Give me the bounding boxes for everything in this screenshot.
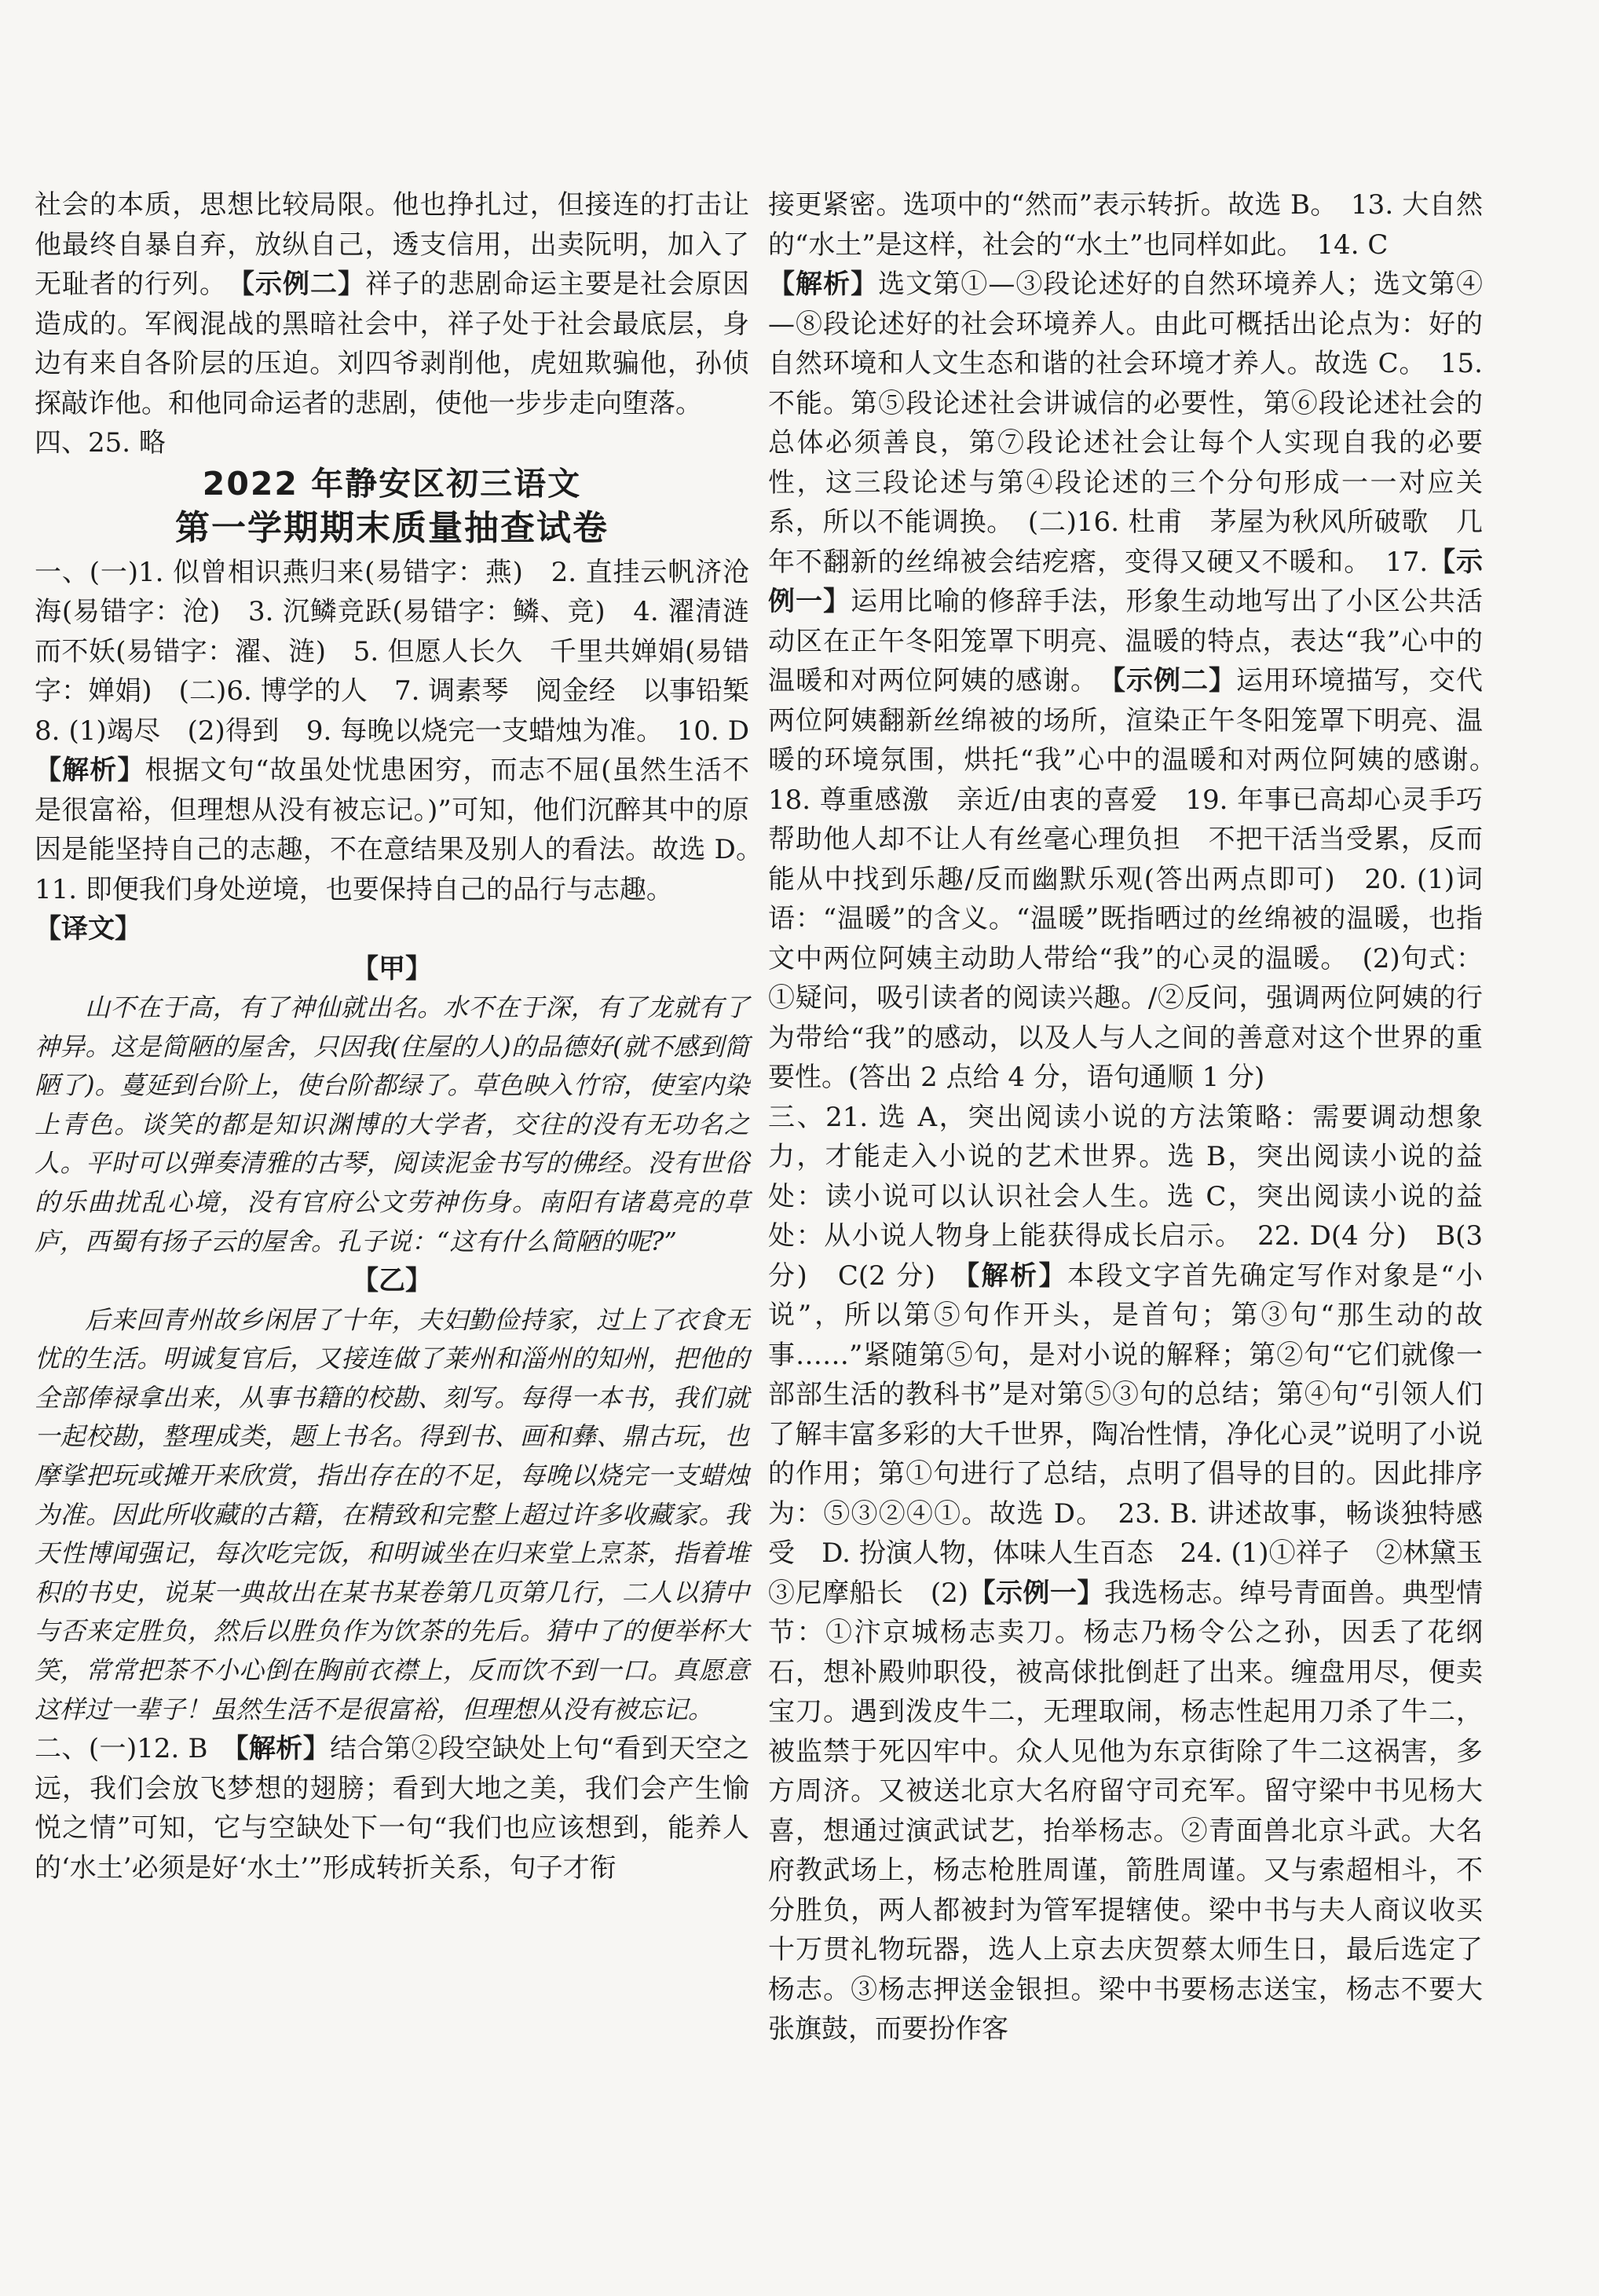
example-tag: 【示例二】 [241, 269, 365, 300]
paragraph-intro: 社会的本质，思想比较局限。他也挣扎过，但接连的打击让他最终自暴自弃，放纵自己，透支信用，出卖阮明，加入了无耻者的行列。 【示例二】祥子的悲剧命运主要是社会原因造成的。军阀混战的黑暗社会中，祥子处于社会最底层，身边有来自各阶层的压迫。刘四爷剥削他，虎妞欺骗他，孙侦探敲诈他。和他同命运者的悲剧，使他一步步走向堕落。 [35, 189, 749, 419]
answers-section-2: 二、(一)12. B 【解析】结合第②段空缺处上句“看到天空之远，我们会放飞梦想的翅膀；看到大地之美，我们会产生愉悦之情”可知，它与空缺处下一句“我们也应该想到，能养人的‘水土’必须是好‘水土’”形成转折关系，句子才衔 [35, 1733, 750, 1884]
translation-yi-text: 后来回青州故乡闲居了十年，夫妇勤俭持家，过上了衣食无忧的生活。明诚复官后，又接连做了莱州和淄州的知州，把他的全部俸禄拿出来，从事书籍的校勘、刻写。每得一本书，我们就一起校勘，整理成类，题上书名。得到书、画和彝、鼎古玩，也摩挲把玩或摊开来欣赏，指出存在的不足，每晚以烧完一支蜡烛为准。因此所收藏的古籍，在精致和完整上超过许多收藏家。我天性博闻强记，每次吃完饭，和明诚坐在归来堂上烹茶，指着堆积的书史，说某一典故出在某书某卷第几页第几行，二人以猜中与否来定胜负，然后以胜负作为饮茶的先后。猜中了的便举杯大笑，常常把茶不小心倒在胸前衣襟上，反而饮不到一口。真愿意这样过一辈子！虽然生活不是很富裕，但理想从没有被忘记。 [35, 1304, 749, 1724]
example-tag: 【示例一】 [968, 1577, 1104, 1609]
translation-jia-text: 山不在于高，有了神仙就出名。水不在于深，有了龙就有了神异。这是简陋的屋舍，只因我(住屋的人)的品德好(就不感到简陋了)。蔓延到台阶上，使台阶都绿了。草色映入竹帘，使室内染上青色。谈笑的都是知识渊博的大学者，交往的没有无功名之人。平时可以弹奏清雅的古琴，阅读泥金书写的佛经。没有世俗的乐曲扰乱心境，没有官府公文劳神伤身。南阳有诸葛亮的草庐，西蜀有扬子云的屋舍。孔子说：“这有什么简陋的呢?” [35, 993, 749, 1256]
answers-14-17: 【解析】选文第①—③段论述好的自然环境养人；选文第④—⑧段论述好的社会环境养人。由此可概括出论点为：好的自然环境和人文生态和谐的社会环境才养人。故选 C。 15. 不能。第⑤段论述社会讲诚信的必要性，第⑥段论述社会的总体必须善良，第⑦段论述社会让每个人实现自我的必要性，这三段论述与第④段论述的三个分句形成一一对应关系，所以不能调换。 (二)16. 杜甫 茅屋为秋风所破歌 几年不翻新的丝绵被会结疙瘩，变得又硬又不暖和。 17.【示例一】运用比喻的修辞手法，形象生动地写出了小区公共活动区在正午冬阳笼罩下明亮、温暖的特点，表达“我”心中的温暖和对两位阿姨的感谢。 【示例二】运用环境描写，交代两位阿姨翻新丝绵被的场所，渲染正午冬阳笼罩下明亮、温暖的环境氛围，烘托“我”心中的温暖和对两位阿姨的感谢。 18. 尊重感激 亲近/由衷的喜爱 19. 年事已高却心灵手巧 帮助他人却不让人有丝毫心理负担 不把干活当受累，反而能从中找到乐趣/反而幽默乐观(答出两点即可) 20. (1)词语：“温暖”的含义。“温暖”既指晒过的丝绵被的温暖，也指文中两位阿姨主动助人带给“我”的心灵的温暖。 (2)句式：①疑问，吸引读者的阅读兴趣。/②反问，强调两位阿姨的行为带给“我”的感动，以及人与人之间的善意对这个世界的重要性。(答出 2 点给 4 分，语句通顺 1 分) [768, 269, 1509, 1093]
translation-jia-heading: 【甲】 [352, 952, 432, 985]
left-column [35, 185, 776, 1888]
example-tag: 【示例二】 [1112, 665, 1236, 696]
right-column [768, 185, 1509, 2049]
answers-13-14: 接更紧密。选项中的“然而”表示转折。故选 B。 13. 大自然的“水土”是这样，社会的“水土”也同样如此。 14. C [768, 189, 1483, 261]
analysis-tag: 【解析】 [966, 1260, 1068, 1292]
answers-section-3: 三、21. 选 A，突出阅读小说的方法策略：需要调动想象力，才能走入小说的艺术世界。选 B，突出阅读小说的益处：读小说可以认识社会人生。选 C，突出阅读小说的益处：从小说人物身上能获得成长启示。 22. D(4 分) B(3 分) C(2 分) 【解析】本段文字首先确定写作对象是“小说”，所以第⑤句作开头，是首句；第③句“那生动的故事……”紧随第⑤句，是对小说的解释；第②句“它们就像一部部生活的教科书”是对第⑤③句的总结；第④句“引领人们了解丰富多彩的大千世界，陶冶性情，净化心灵”说明了小说的作用；第①句进行了总结，点明了倡导的目的。因此排序为：⑤③②④①。故选 D。 23. B. 讲述故事，畅谈独特感受 D. 扮演人物，体味人生百态 24. (1)①祥子 ②林黛玉 ③尼摩船长 (2)【示例一】我选杨志。绰号青面兽。典型情节：①汴京城杨志卖刀。杨志乃杨令公之孙，因丢了花纲石，想补殿帅职役，被高俅批倒赶了出来。缠盘用尽，便卖宝刀。遇到泼皮牛二，无理取闹，杨志性起用刀杀了牛二，被监禁于死囚牢中。众人见他为东京街除了牛二这祸害，多方周济。又被送北京大名府留守司充军。留守梁中书见杨大喜，想通过演武试艺，抬举杨志。②青面兽北京斗武。大名府教武场上，杨志枪胜周谨，箭胜周谨。又与索超相斗，不分胜负，两人都被封为管军提辖使。梁中书与夫人商议收买十万贯礼物玩器，选人上京去庆贺蔡太师生日，最后选定了杨志。③杨志押送金银担。梁中书要杨志送宝，杨志不要大张旗鼓，而要扮作客 [768, 1101, 1509, 2045]
question-25: 四、25. 略 [35, 427, 166, 459]
example-tag: 【示例一】 [768, 546, 1484, 617]
exam-title-line1: 2022 年静安区初三语文 [202, 464, 582, 503]
analysis-tag: 【解析】 [768, 269, 879, 300]
analysis-tag: 【解析】 [235, 1733, 331, 1765]
exam-title-line2: 第一学期期末质量抽查试卷 [175, 507, 609, 548]
translation-yi-heading: 【乙】 [352, 1265, 432, 1297]
answers-section-1: 一、(一)1. 似曾相识燕归来(易错字：燕) 2. 直挂云帆济沧海(易错字：沧) 3. 沉鳞竞跃(易错字：鳞、竞) 4. 濯清涟而不妖(易错字：濯、涟) 5. 但愿人长久 千里共婵娟(易错字：婵娟) (二)6. 博学的人 7. 调素琴 阅金经 以事铅椠 8. (1)竭尽 (2)得到 9. 每晚以烧完一支蜡烛为准。 10. D 【解析】根据文句“故虽处忧患困穷，而志不屈(虽然生活不是很富裕，但理想从没有被忘记。)”可知，他们沉醉其中的原因是能坚持自己的志趣，不在意结果及别人的看法。故选 D。 11. 即便我们身处逆境，也要保持自己的品行与志趣。 [35, 556, 776, 905]
translation-heading: 【译文】 [35, 913, 141, 945]
analysis-tag: 【解析】 [35, 755, 145, 786]
